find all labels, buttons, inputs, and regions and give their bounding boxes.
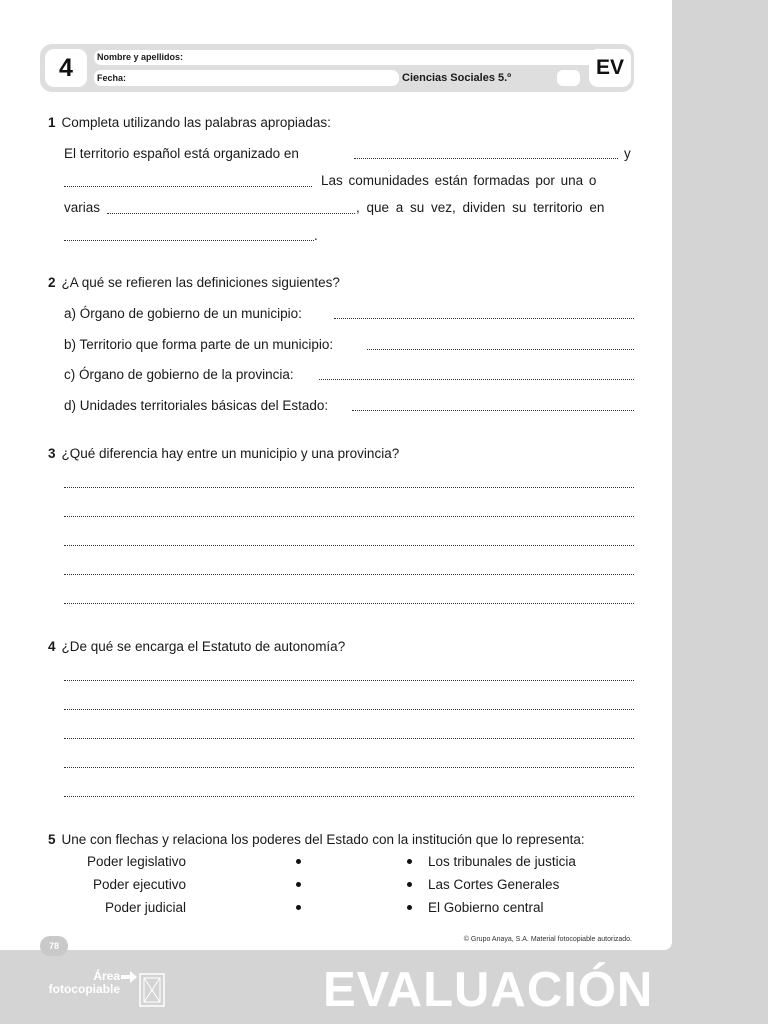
answer-blank[interactable] bbox=[64, 186, 312, 187]
answer-line[interactable] bbox=[64, 603, 634, 604]
answer-blank[interactable] bbox=[334, 318, 634, 319]
question-text: ¿De qué se encarga el Estatuto de autonomía? bbox=[61, 639, 346, 654]
answer-line[interactable] bbox=[64, 738, 634, 739]
q1-line1-start: El territorio español está organizado en bbox=[64, 146, 299, 161]
q2-item-c: c) Órgano de gobierno de la provincia: bbox=[64, 367, 294, 382]
answer-line[interactable] bbox=[64, 767, 634, 768]
area-label-line2: fotocopiable bbox=[48, 982, 120, 996]
q2-item-a: a) Órgano de gobierno de un municipio: bbox=[64, 306, 302, 321]
unit-number: 4 bbox=[45, 49, 87, 87]
photocopy-icon bbox=[139, 973, 165, 1007]
question-number: 4 bbox=[48, 639, 56, 654]
q1-line1-end: y bbox=[624, 146, 631, 161]
question-3-title bbox=[48, 445, 399, 463]
area-label-line1: Área bbox=[93, 969, 120, 983]
answer-line[interactable] bbox=[64, 516, 634, 517]
match-dot-left[interactable] bbox=[296, 905, 301, 910]
area-fotocopiable-label bbox=[38, 970, 120, 996]
power-judicial: Poder judicial bbox=[104, 900, 186, 915]
match-dot-right[interactable] bbox=[407, 882, 412, 887]
arrow-right-icon bbox=[121, 971, 137, 983]
match-dot-right[interactable] bbox=[407, 905, 412, 910]
section-title: EVALUACIÓN bbox=[323, 963, 654, 1017]
copyright-notice: © Grupo Anaya, S.A. Material fotocopiable autorizado. bbox=[463, 936, 632, 943]
answer-blank[interactable] bbox=[354, 158, 618, 159]
answer-line[interactable] bbox=[64, 487, 634, 488]
answer-line[interactable] bbox=[64, 796, 634, 797]
page-number: 78 bbox=[40, 936, 68, 956]
power-legislative: Poder legislativo bbox=[86, 854, 186, 869]
institution-courts: Los tribunales de justicia bbox=[428, 854, 576, 869]
answer-line[interactable] bbox=[64, 545, 634, 546]
q1-line4-end: . bbox=[314, 228, 318, 243]
answer-blank[interactable] bbox=[64, 240, 314, 241]
match-dot-right[interactable] bbox=[407, 859, 412, 864]
answer-blank[interactable] bbox=[319, 379, 634, 380]
evaluation-code: EV bbox=[589, 49, 631, 87]
answer-blank[interactable] bbox=[367, 349, 634, 350]
question-number: 1 bbox=[48, 115, 56, 130]
question-number: 2 bbox=[48, 275, 56, 290]
match-dot-left[interactable] bbox=[296, 882, 301, 887]
question-text: Completa utilizando las palabras apropiadas: bbox=[61, 115, 331, 130]
question-1-title bbox=[48, 114, 331, 132]
institution-government: El Gobierno central bbox=[428, 900, 544, 915]
header-bar bbox=[40, 44, 634, 92]
question-text: ¿A qué se refieren las definiciones siguientes? bbox=[61, 275, 340, 290]
question-number: 5 bbox=[48, 832, 56, 847]
q2-item-b: b) Territorio que forma parte de un municipio: bbox=[64, 337, 334, 352]
subject-label: Ciencias Sociales 5.º bbox=[402, 72, 512, 84]
match-dot-left[interactable] bbox=[296, 859, 301, 864]
answer-blank[interactable] bbox=[107, 213, 355, 214]
date-field[interactable]: Fecha: bbox=[94, 70, 399, 86]
answer-blank[interactable] bbox=[352, 410, 634, 411]
question-number: 3 bbox=[48, 446, 56, 461]
q2-item-d: d) Unidades territoriales básicas del Estado: bbox=[64, 398, 329, 413]
name-field[interactable]: Nombre y apellidos: bbox=[94, 50, 621, 65]
answer-line[interactable] bbox=[64, 680, 634, 681]
question-2-title bbox=[48, 274, 340, 292]
question-4-title bbox=[48, 638, 345, 656]
grade-box[interactable] bbox=[557, 70, 580, 86]
q1-line3-end: , que a su vez, dividen su territorio en bbox=[356, 200, 605, 215]
q1-line2-end: Las comunidades están formadas por una o bbox=[321, 173, 597, 188]
answer-line[interactable] bbox=[64, 574, 634, 575]
power-executive: Poder ejecutivo bbox=[92, 877, 186, 892]
question-text: ¿Qué diferencia hay entre un municipio y una provincia? bbox=[61, 446, 400, 461]
answer-line[interactable] bbox=[64, 709, 634, 710]
q1-line3-start: varias bbox=[64, 200, 101, 215]
question-5-title bbox=[48, 831, 585, 849]
institution-cortes: Las Cortes Generales bbox=[428, 877, 560, 892]
question-text: Une con flechas y relaciona los poderes del Estado con la institución que lo representa: bbox=[61, 832, 585, 847]
